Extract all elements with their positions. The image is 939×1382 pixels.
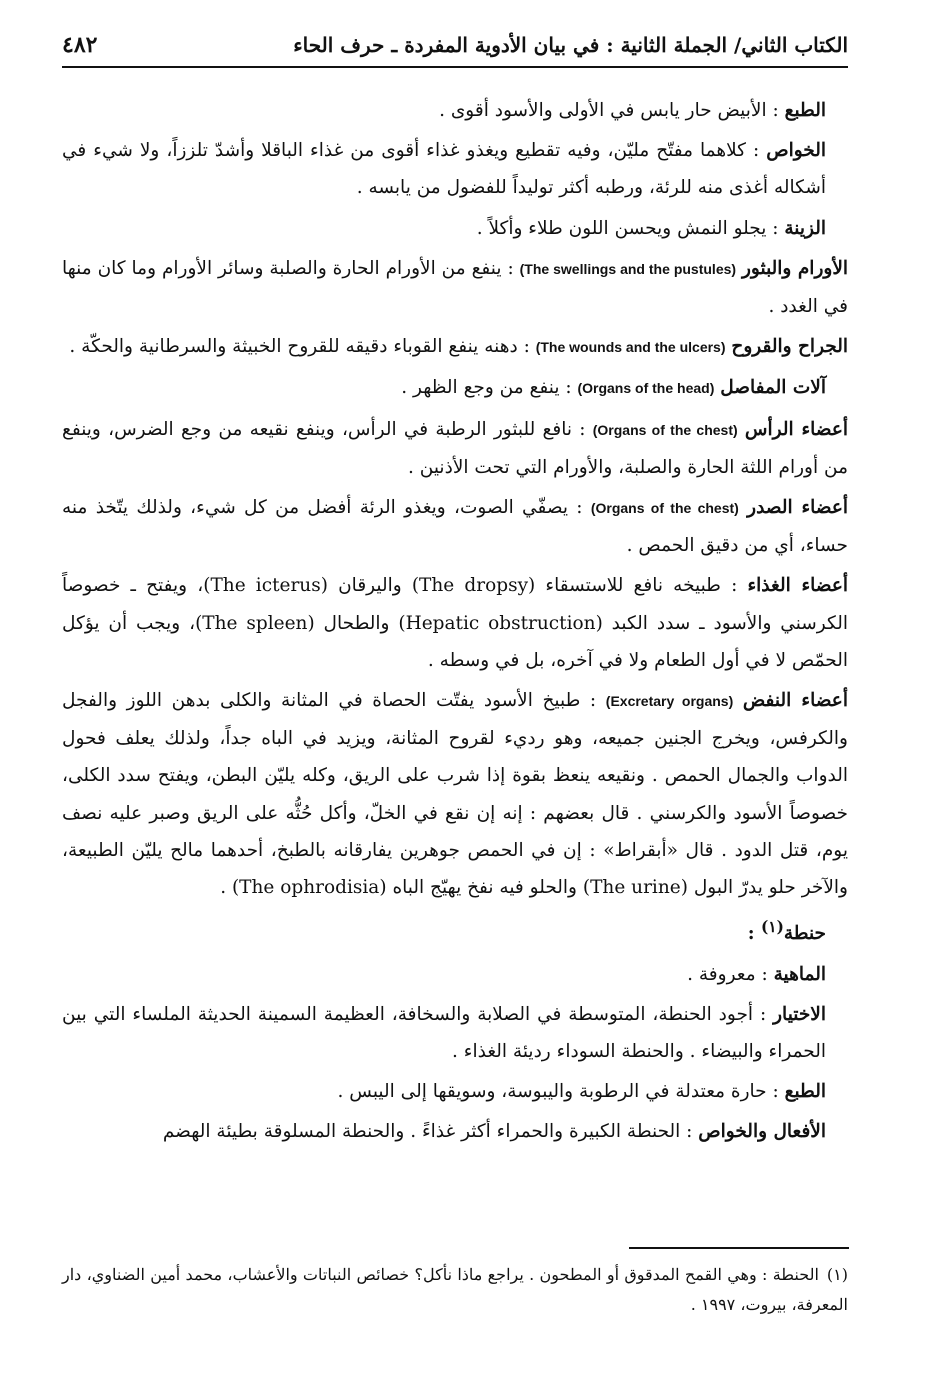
english-gloss: (The swellings and the pustules) [519,260,737,277]
paragraph-text: : الأبيض حار يابس في الأولى والأسود أقوى . [439,100,785,121]
paragraph-text: : معروفة . [687,963,774,985]
term-label: الطبع [784,1081,826,1103]
entry-heading-word: حنطة [783,923,826,945]
english-gloss: (Organs of the chest) [592,421,738,438]
paragraph-text: : دهنه ينفع القوباء دقيقه للقروح الخبيثة والسرطانية والحكّة . [69,336,536,358]
term-label: الخواص [766,140,826,162]
term-label: الطبع [784,100,826,121]
main-text [62,92,848,1154]
term-label: الأورام والبثور [742,257,849,279]
english-gloss: (Organs of the head) [577,380,715,397]
english-gloss: (Organs of the chest) [590,500,739,517]
paragraph-text: : يصفّي الصوت، ويغذو الرئة أفضل من كل شيء، ولذلك يتّخذ منه حساء، أي من دقيق الحمص . [62,497,848,557]
running-title: الكتاب الثاني/ الجملة الثانية : في بيان الأدوية المفردة ـ حرف الحاء [293,33,848,57]
english-gloss: (Excretary organs) [605,693,734,710]
footnote-text: الحنطة : وهي القمح المدقوق أو المطحون . يراجع ماذا نأكل؟ خصائص النباتات والأعشاب، محمد أمين الضناوي، دار المعرفة، بيروت، ١٩٩٧ . [62,1265,848,1314]
footnote [62,1260,848,1320]
footnote-ref[interactable]: (١) [761,918,784,937]
footnote-divider [629,1247,849,1249]
term-label: الجراح والقروح [731,336,848,358]
paragraph-text: : ينفع من وجع الظهر . [401,377,578,399]
paragraph-text: : حارة معتدلة في الرطوبة واليبوسة، وسويقها إلى اليبس . [337,1081,785,1103]
term-label: الزينة [784,217,826,239]
paragraph-head [62,411,848,486]
footnote-number: (١) [826,1265,848,1284]
entry-heading: حنطة$^{(١)}$ : [747,918,826,945]
paragraph-text: : كلاهما مفتّح مليّن، وفيه تقطيع ويغذو غذاء أقوى من غذاء الباقلا وأشدّ تلززاً، ولا شيء في أشكاله أغذى منه للرئة، ورطبه أكثر توليداً للفضول من يابسه . [62,140,826,199]
term-label: أعضاء الصدر [747,497,849,519]
paragraph-text: : الحنطة الكبيرة والحمراء أكثر غذاءً . والحنطة المسلوقة بطيئة الهضم [162,1121,699,1143]
paragraph-essence [62,956,848,993]
term-label: الاختيار [773,1003,826,1025]
term-label: الأفعال والخواص [698,1121,826,1143]
paragraph-wheat-nature [62,1073,848,1110]
paragraph-text: : أجود الحنطة، المتوسطة في الصلابة والسخافة، العظيمة السمينة الحديثة الملساء التي بين الحمراء والبيضاء . والحنطة السوداء رديئة الغذاء . [62,1003,826,1063]
paragraph-text: : يجلو النمش ويحسن اللون طلاء وأكلاً . [476,217,785,239]
paragraph-text: : نافع للبثور الرطبة في الرأس، وينفع نقيعه من وجع الضرس، وينفع من أورام اللثة الحارة والصلبة، والأورام التي تحت الأذنين . [62,418,848,478]
paragraph-swellings [62,250,848,325]
term-label: أعضاء الغذاء [747,575,848,597]
paragraph-actions [62,1113,848,1150]
paragraph-text: : ينفع من الأورام الحارة والصلبة وسائر الأورام وما كان منها في الغدد . [62,257,848,318]
paragraph-properties [62,132,848,206]
paragraph-excretion [62,682,848,906]
paragraph-wounds [62,328,848,366]
paragraph-text: : طبيخ الأسود يفتّت الحصاة في المثانة والكلى بدهن اللوز والفجل والكرفس، ويخرج الجنين جميعه، وهو رديء لقروح المثانة، ويزيد في الباه جداً، ولذلك يعلف فحول الدواب والجمال الحمص . ونقيعه ينعظ بقوة إذا شرب على الريق، وكله يليّن البطن، ويفتح سدد الكلى، خصوصاً الأسود والكرسني . قال بعضهم : إنه إن نقع في الخلّ، وأكل حُثُّه على الريق وصبر عليه نصف يوم، قتل الدود . قال «أبقراط» : إن في الحمص جوهرين يفارقانه بالطبخ، أحدهما مالح يليّن الطبيعة، والآخر حلو يدرّ البول (The urine) والحلو فيه نفخ يهيّج الباه (The ophrodisia) . [62,690,848,899]
term-label: الماهية [773,963,826,985]
paragraph-digestion [62,567,848,679]
paragraph-chest [62,489,848,564]
paragraph-text: : طبيخه نافع للاستسقاء (The dropsy) واليرقان (The icterus)، ويفتح ـ خصوصاً الكرسني والأسود ـ سدد الكبد (Hepatic obstruction) والطحال (The spleen)، ويجب أن يؤكل الحمّص لا في أول الطعام ولا في آخره، بل في وسطه . [62,575,848,671]
paragraph-cosmetic [62,210,848,247]
paragraph-joints [62,369,848,407]
english-gloss: (The wounds and the ulcers) [535,339,726,356]
paragraph-selection [62,996,848,1070]
paragraph-nature [62,92,848,129]
term-label: آلات المفاصل [720,377,826,399]
term-label: أعضاء الرأس [744,418,848,440]
page-header [62,24,848,68]
term-label: أعضاء النفض [742,690,848,712]
page-number: ٤٨٢ [62,32,98,58]
